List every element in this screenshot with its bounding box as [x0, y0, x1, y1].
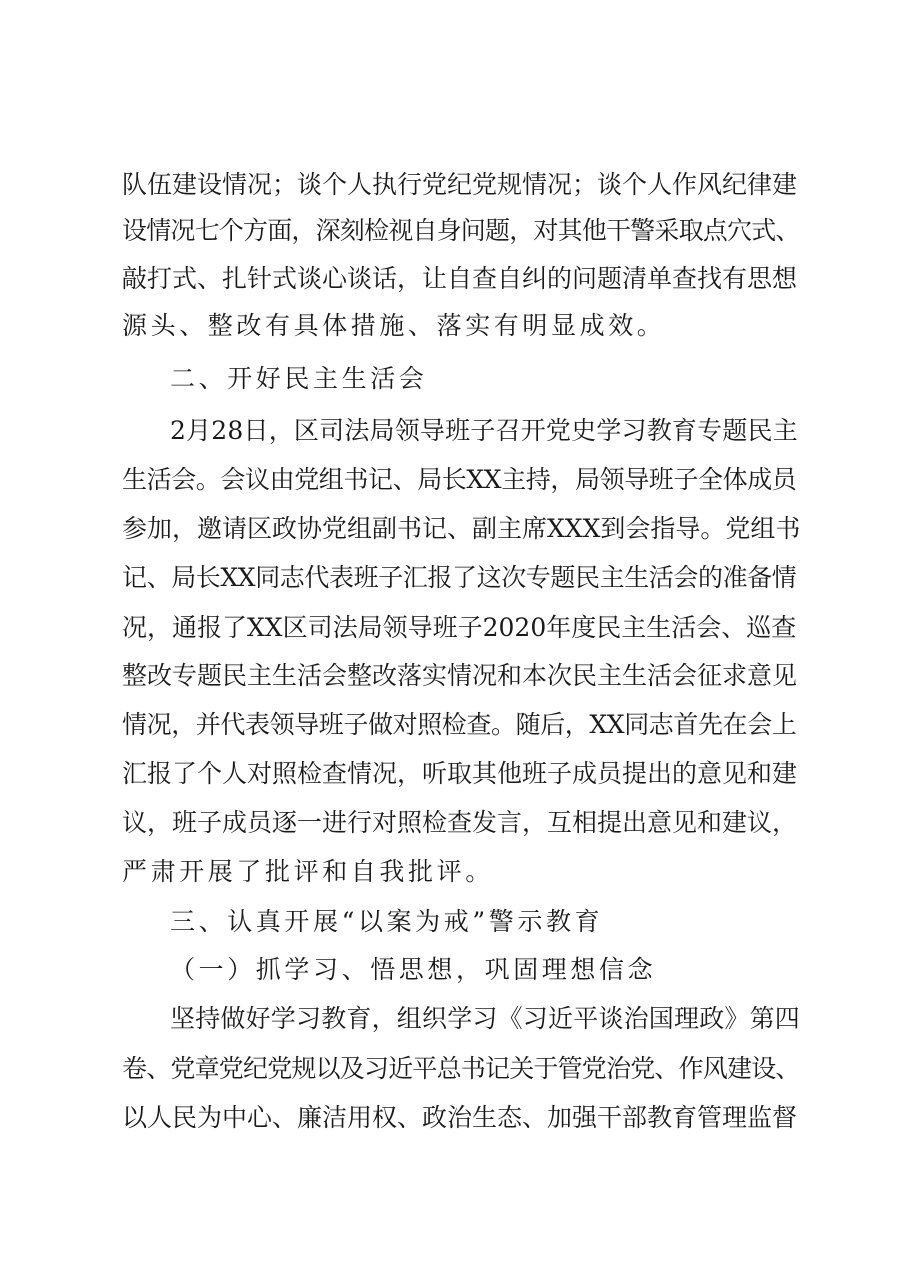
text-line: 2月28日，区司法局领导班子召开党史学习教育专题民主	[170, 416, 798, 445]
section-heading: 二、开好民主生活会	[170, 364, 428, 393]
text-line: 严肃开展了批评和自我批评。	[122, 857, 494, 886]
text-line: 坚持做好学习教育，组织学习《习近平谈治国理政》第四	[170, 1004, 801, 1033]
subsection-heading: （一）抓学习、悟思想，巩固理想信念	[170, 955, 657, 984]
text-line: 生活会。会议由党组书记、局长XX主持，局领导班子全体成员	[122, 465, 797, 494]
text-line: 参加，邀请区政协党组副书记、副主席XXX到会指导。党组书	[122, 514, 801, 543]
text-line: 设情况七个方面，深刻检视自身问题，对其他干警采取点穴式、	[122, 216, 800, 245]
text-line: 源头、整改有具体措施、落实有明显成效。	[122, 311, 666, 340]
text-line: 以人民为中心、廉洁用权、政治生态、加强干部教育管理监督	[122, 1103, 798, 1132]
text-line: 队伍建设情况；谈个人执行党纪党规情况；谈个人作风纪律建	[122, 170, 798, 199]
text-line: 整改专题民主生活会整改落实情况和本次民主生活会征求意见	[122, 661, 798, 690]
section-heading: 三、认真开展“以案为戒”警示教育	[170, 907, 604, 936]
text-line: 汇报了个人对照检查情况，听取其他班子成员提出的意见和建	[122, 759, 798, 788]
text-line: 况，通报了XX区司法局领导班子2020年度民主生活会、巡查	[122, 613, 797, 642]
text-line: 议，班子成员逐一进行对照检查发言，互相提出意见和建议，	[122, 808, 798, 837]
text-line: 情况，并代表领导班子做对照检查。随后，XX同志首先在会上	[122, 710, 797, 739]
text-line: 卷、党章党纪党规以及习近平总书记关于管党治党、作风建设、	[122, 1054, 800, 1083]
text-line: 敲打式、扎针式谈心谈话，让自查自纠的问题清单查找有思想	[122, 264, 798, 293]
text-line: 记、局长XX同志代表班子汇报了这次专题民主生活会的准备情	[122, 563, 797, 592]
